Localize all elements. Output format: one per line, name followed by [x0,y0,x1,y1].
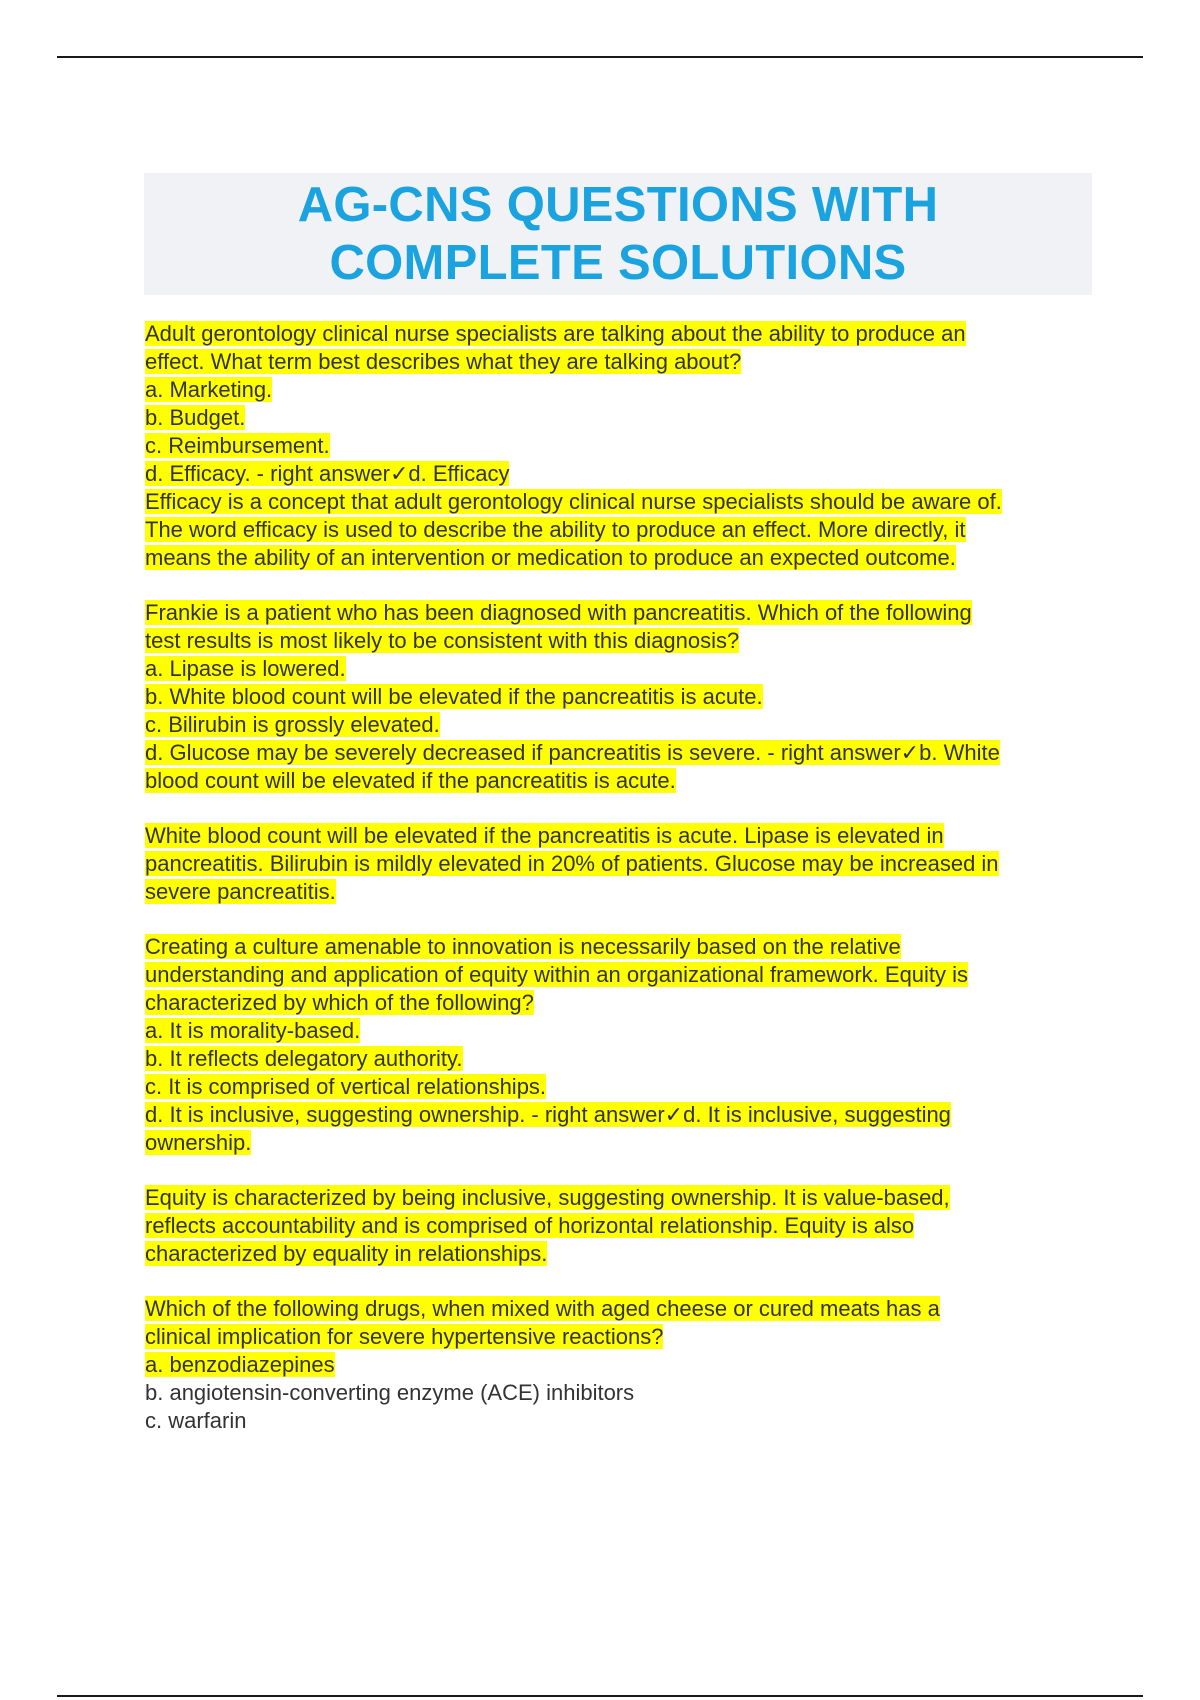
title-line-2: COMPLETE SOLUTIONS [329,236,907,290]
highlighted-text: understanding and application of equity within an organizational framework. Equity is [145,962,969,987]
text-line [145,544,1095,572]
text-line [145,1379,1095,1407]
qa-block [145,599,1095,795]
highlighted-text: c. It is comprised of vertical relationships. [145,1074,547,1099]
text-line [145,878,1095,906]
highlighted-text: White blood count will be elevated if the pancreatitis is acute. Lipase is elevated in [145,823,944,848]
text-line [145,989,1095,1017]
qa-block [145,822,1095,906]
highlighted-text: pancreatitis. Bilirubin is mildly elevated in 20% of patients. Glucose may be increased in [145,851,999,876]
text-line [145,1323,1095,1351]
block-spacer [145,906,1095,933]
qa-block [145,933,1095,1157]
text-line [145,1295,1095,1323]
text-line [145,822,1095,850]
highlighted-text: Creating a culture amenable to innovation is necessarily based on the relative [145,934,901,959]
block-spacer [145,572,1095,599]
highlighted-text: b. White blood count will be elevated if the pancreatitis is acute. [145,684,763,709]
document-body [145,320,1095,1435]
text-line [145,683,1095,711]
text-line [145,1212,1095,1240]
text-line [145,961,1095,989]
text-line [145,1184,1095,1212]
text-line [145,1017,1095,1045]
qa-block [145,1184,1095,1268]
text-line [145,1240,1095,1268]
highlighted-text: a. It is morality-based. [145,1018,361,1043]
highlighted-text: Which of the following drugs, when mixed with aged cheese or cured meats has a [145,1296,940,1321]
text-line [145,711,1095,739]
highlighted-text: blood count will be elevated if the pancreatitis is acute. [145,768,676,793]
text-line [145,933,1095,961]
text-line [145,1101,1095,1129]
text-line [145,1407,1095,1435]
highlighted-text: reflects accountability and is comprised of horizontal relationship. Equity is also [145,1213,915,1238]
highlighted-text: means the ability of an intervention or medication to produce an expected outcome. [145,545,956,570]
highlighted-text: The word efficacy is used to describe the ability to produce an effect. More directly, it [145,517,966,542]
text-line [145,739,1095,767]
highlighted-text: Efficacy is a concept that adult gerontology clinical nurse specialists should be aware of. [145,489,1002,514]
text-line [145,404,1095,432]
highlighted-text: b. It reflects delegatory authority. [145,1046,463,1071]
highlighted-text: characterized by equality in relationships. [145,1241,548,1266]
highlighted-text: b. Budget. [145,405,246,430]
text-line [145,1073,1095,1101]
qa-block [145,1295,1095,1435]
top-rule [57,56,1143,58]
title-line-1: AG-CNS QUESTIONS WITH [297,178,939,232]
text-line [145,850,1095,878]
text-line [145,460,1095,488]
highlighted-text: a. Marketing. [145,377,273,402]
text-line [145,348,1095,376]
highlighted-text: c. Bilirubin is grossly elevated. [145,712,440,737]
title-banner [144,173,1092,295]
highlighted-text: c. Reimbursement. [145,433,330,458]
plain-text: b. angiotensin-converting enzyme (ACE) inhibitors [145,1380,635,1405]
text-line [145,516,1095,544]
text-line [145,767,1095,795]
bottom-rule [57,1695,1143,1697]
block-spacer [145,1268,1095,1295]
highlighted-text: ownership. [145,1130,252,1155]
text-line [145,627,1095,655]
highlighted-text: a. benzodiazepines [145,1352,335,1377]
highlighted-text: Frankie is a patient who has been diagnosed with pancreatitis. Which of the following [145,600,972,625]
text-line [145,655,1095,683]
text-line [145,1045,1095,1073]
block-spacer [145,1157,1095,1184]
highlighted-text: test results is most likely to be consistent with this diagnosis? [145,628,740,653]
text-line [145,376,1095,404]
highlighted-text: characterized by which of the following? [145,990,534,1015]
highlighted-text: effect. What term best describes what they are talking about? [145,349,742,374]
text-line [145,488,1095,516]
text-line [145,320,1095,348]
highlighted-text: clinical implication for severe hypertensive reactions? [145,1324,664,1349]
plain-text: c. warfarin [145,1408,247,1433]
text-line [145,1129,1095,1157]
highlighted-text: Equity is characterized by being inclusive, suggesting ownership. It is value-based, [145,1185,950,1210]
highlighted-text: d. Glucose may be severely decreased if pancreatitis is severe. - right answer✓b. White [145,740,1000,765]
block-spacer [145,795,1095,822]
text-line [145,1351,1095,1379]
highlighted-text: Adult gerontology clinical nurse specialists are talking about the ability to produce an [145,321,966,346]
highlighted-text: d. It is inclusive, suggesting ownership. - right answer✓d. It is inclusive, suggesting [145,1102,951,1127]
text-line [145,432,1095,460]
highlighted-text: d. Efficacy. - right answer✓d. Efficacy [145,461,510,486]
highlighted-text: severe pancreatitis. [145,879,336,904]
text-line [145,599,1095,627]
highlighted-text: a. Lipase is lowered. [145,656,346,681]
qa-block [145,320,1095,572]
